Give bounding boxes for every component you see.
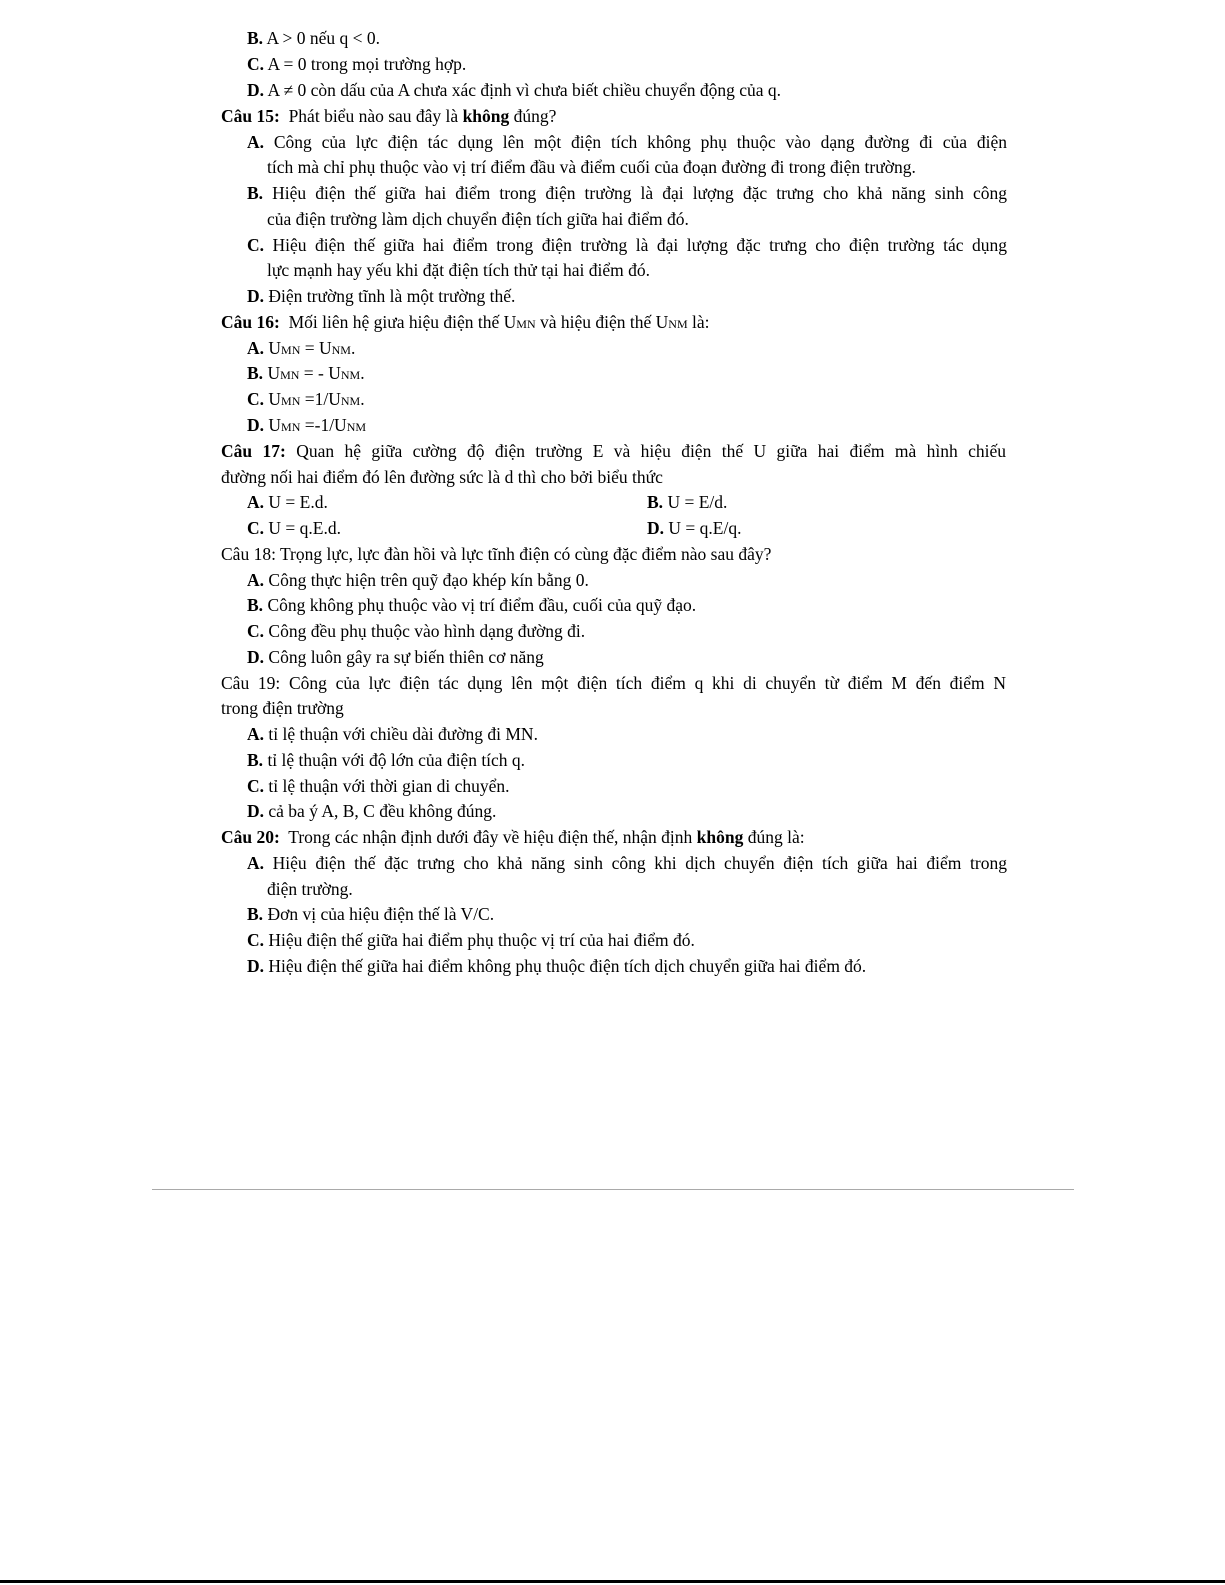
q17-option-a: A. U = E.d. [247, 492, 328, 512]
q19-option-a: A. tỉ lệ thuận với chiều dài đường đi MN. [247, 724, 538, 744]
q17-option-b: B. U = E/d. [647, 492, 728, 512]
q16-option-d: D. UMN =-1/UNM [247, 415, 367, 435]
q15-option-b-cont: của điện trường làm dịch chuyển điện tích giữa hai điểm đó. [267, 209, 689, 229]
q15-option-d: D. Điện trường tĩnh là một trường thế. [247, 286, 516, 306]
question-19-cont: trong điện trường [221, 698, 344, 718]
question-16: Câu 16: Mối liên hệ giưa hiệu điện thế UMN và hiệu điện thế UNM là: [221, 312, 710, 332]
q19-option-b: B. tỉ lệ thuận với độ lớn của điện tích q. [247, 750, 526, 770]
q15-option-c: C. Hiệu điện thế giữa hai điểm trong điện trường là đại lượng đặc trưng cho điện trường tác dụng [247, 235, 1007, 255]
q17-option-c: C. U = q.E.d. [247, 518, 341, 538]
question-15: Câu 15: Phát biểu nào sau đây là không đúng? [221, 106, 557, 126]
prev-option-d: D. A ≠ 0 còn dấu của A chưa xác định vì chưa biết chiều chuyển động của q. [247, 80, 781, 100]
q20-option-d: D. Hiệu điện thế giữa hai điểm không phụ thuộc điện tích dịch chuyển giữa hai điểm đó. [247, 956, 867, 976]
question-18: Câu 18: Trọng lực, lực đàn hồi và lực tĩnh điện có cùng đặc điểm nào sau đây? [221, 544, 772, 564]
prev-option-c: C. A = 0 trong mọi trường hợp. [247, 54, 467, 74]
q20-option-a: A. Hiệu điện thế đặc trưng cho khả năng sinh công khi dịch chuyển điện tích giữa hai điểm trong [247, 853, 1007, 873]
q16-option-a: A. UMN = UNM. [247, 338, 356, 358]
q17-option-d: D. U = q.E/q. [647, 518, 742, 538]
footer-divider [152, 1189, 1074, 1190]
q20-option-c: C. Hiệu điện thế giữa hai điểm phụ thuộc vị trí của hai điểm đó. [247, 930, 695, 950]
question-19: Câu 19: Công của lực điện tác dụng lên một điện tích điểm q khi di chuyển từ điểm M đến điểm N [221, 673, 1006, 693]
question-20: Câu 20: Trong các nhận định dưới đây về hiệu điện thế, nhận định không đúng là: [221, 827, 805, 847]
q15-option-a-cont: tích mà chỉ phụ thuộc vào vị trí điểm đầu và điểm cuối của đoạn đường đi trong điện trường. [267, 157, 916, 177]
prev-option-b: B. A > 0 nếu q < 0. [247, 28, 381, 48]
q16-option-c: C. UMN =1/UNM. [247, 389, 365, 409]
q16-option-b: B. UMN = - UNM. [247, 363, 365, 383]
q15-option-a: A. Công của lực điện tác dụng lên một điện tích không phụ thuộc vào dạng đường đi của điện [247, 132, 1007, 152]
q20-option-a-cont: điện trường. [267, 879, 353, 899]
q18-option-d: D. Công luôn gây ra sự biến thiên cơ năng [247, 647, 544, 667]
q15-option-c-cont: lực mạnh hay yếu khi đặt điện tích thử tại hai điểm đó. [267, 260, 650, 280]
page-bottom-edge [0, 1580, 1225, 1583]
q18-option-a: A. Công thực hiện trên quỹ đạo khép kín bằng 0. [247, 570, 589, 590]
question-17-cont: đường nối hai điểm đó lên đường sức là d thì cho bởi biểu thức [221, 467, 663, 487]
q19-option-c: C. tỉ lệ thuận với thời gian di chuyển. [247, 776, 510, 796]
q20-option-b: B. Đơn vị của hiệu điện thế là V/C. [247, 904, 495, 924]
q18-option-c: C. Công đều phụ thuộc vào hình dạng đường đi. [247, 621, 586, 641]
q15-option-b: B. Hiệu điện thế giữa hai điểm trong điện trường là đại lượng đặc trưng cho khả năng sinh công [247, 183, 1007, 203]
q18-option-b: B. Công không phụ thuộc vào vị trí điểm đầu, cuối của quỹ đạo. [247, 595, 697, 615]
q19-option-d: D. cả ba ý A, B, C đều không đúng. [247, 801, 497, 821]
question-17: Câu 17: Quan hệ giữa cường độ điện trường E và hiệu điện thế U giữa hai điểm mà hình chiếu [221, 441, 1006, 461]
